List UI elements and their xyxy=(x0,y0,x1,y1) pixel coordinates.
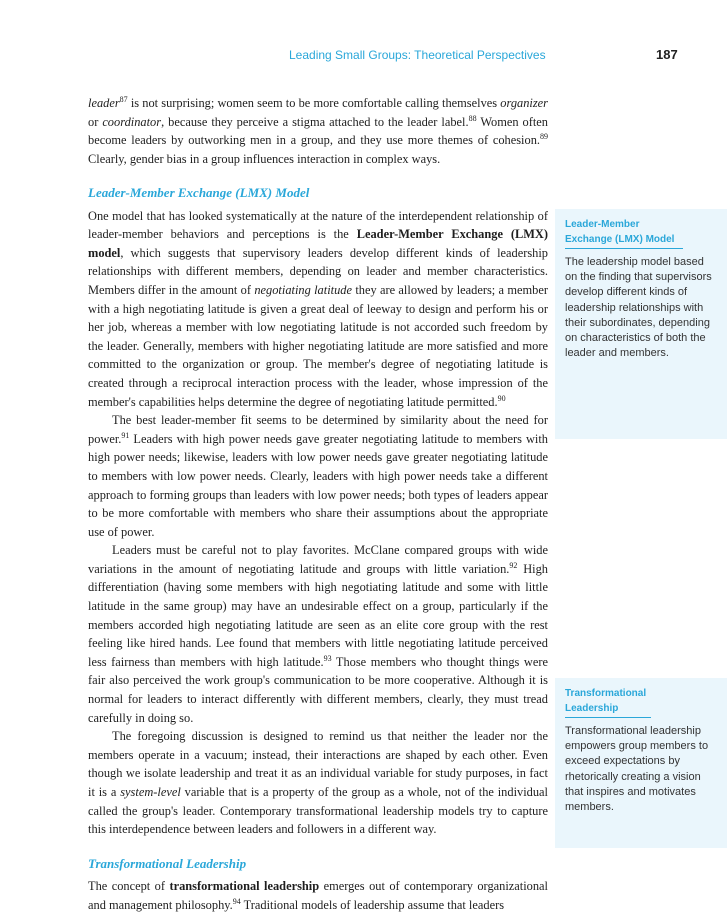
key-term: transformational leadership xyxy=(169,879,320,894)
footnote-ref: 92 xyxy=(509,560,518,570)
glossary-definition: Transformational leadership empowers group members to exceed expectations by rhetorically creating a vision that inspires and motivates members. xyxy=(565,725,709,814)
body-text: The foregoing discussion is designed to remind us that neither the leader nor the members operate in a vacuum; instead, their interactions are shaped by each other. Even though we isolate leadership and treat it as an individual variable for study purposes, in fact it is a xyxy=(88,729,548,799)
section-heading-lmx: Leader-Member Exchange (LMX) Model xyxy=(88,185,310,200)
intro-text: leader xyxy=(88,96,120,110)
body-text: High differentiation (having some members with high negotiating latitude and some with little latitude in the same group) may have an undesirable effect on a group, particularly if the members accorded high negotiating latitude are seen as an elite core group with the rest feeling like hired hands. Lee found that members with little negotiating latitude perceived less fairness than members with high latitude. xyxy=(88,561,548,669)
lmx-paragraph-1 xyxy=(88,207,548,412)
intro-text: Clearly, gender bias in a group influences interaction in complex ways. xyxy=(88,151,441,166)
glossary-term: Transformational Leadership xyxy=(565,686,651,718)
lmx-paragraph-2 xyxy=(88,411,548,541)
glossary-term: Leader-Member Exchange (LMX) Model xyxy=(565,217,683,249)
footnote-ref: 91 xyxy=(121,430,130,440)
body-text: Leaders with high power needs gave greater negotiating latitude to members with high power needs; likewise, leaders with low power needs gave greater negotiating latitude to members with low power needs. Clearly, leaders with high power needs take a different approach to forming groups than leaders with low power needs; both types of leaders appear to be more comfortable with members who share their assumptions about the appropriate use of power. xyxy=(88,431,548,539)
page-number: 187 xyxy=(656,47,678,62)
body-text: The concept of xyxy=(88,879,170,894)
body-text: The best leader-member fit seems to be determined by similarity about the need for power. xyxy=(88,413,548,446)
emphasis: negotiating latitude xyxy=(254,282,352,297)
footnote-ref: 90 xyxy=(497,393,506,403)
intro-text: Women often become leaders by outworking men in a group, and they use more themes of cohesion. xyxy=(88,114,548,148)
transformational-paragraph-1 xyxy=(88,877,548,914)
lmx-section xyxy=(88,184,548,915)
glossary-definition: The leadership model based on the finding that supervisors develop different kinds of leadership relationships with their subordinates, depending on characteristics of both the leader and members. xyxy=(565,256,712,360)
intro-text: is not surprising; women seem to be more comfortable calling themselves xyxy=(127,96,501,110)
intro-paragraph xyxy=(88,94,548,168)
body-text: emerges out of contemporary organizational and management philosophy. xyxy=(88,879,548,912)
footnote-ref: 94 xyxy=(232,896,241,906)
key-term: Leader-Member Exchange (LMX) model xyxy=(88,227,549,260)
margin-glossary-transformational xyxy=(555,678,727,848)
intro-text: , because they perceive a stigma attached to the leader label. xyxy=(161,114,469,129)
emphasis: system-level xyxy=(120,785,181,799)
running-head: Leading Small Groups: Theoretical Perspectives xyxy=(289,48,546,62)
lmx-paragraph-4 xyxy=(88,727,548,839)
section-heading-transformational: Transformational Leadership xyxy=(88,855,247,871)
body-text: , which suggests that supervisory leaders develop different kinds of leadership relationships with different members, depending on leader and member characteristics. Members differ in the amount of xyxy=(88,245,548,297)
body-text: Traditional models of leadership assume that leaders xyxy=(240,897,505,912)
intro-text: or xyxy=(88,114,103,129)
footnote-ref: 87 xyxy=(119,95,128,104)
body-text: Leaders must be careful not to play favorites. McClane compared groups with wide variations in the amount of negotiating latitude and groups with little variation. xyxy=(88,543,548,576)
body-text: they are allowed by leaders; a member with a high negotiating latitude is given a great deal of leeway to design and perform his or her job, whereas a member with low negotiating latitude is not accorded such freedom by the leader. Generally, members with higher negotiating latitude are more satisfied and more committed to the organization or group. The member's degree of negotiating latitude is created through a reciprocal interaction process with the leader, whose impression of the member's capabilities helps determine the degree of negotiating latitude permitted. xyxy=(88,282,548,409)
footnote-ref: 89 xyxy=(540,132,548,142)
body-text: Those members who thought things were fair also perceived the work group's communication to be more cooperative. Although it is normal for leaders to interact differently with different members, clearly, they must tread carefully in doing so. xyxy=(88,654,548,725)
body-text: One model that has looked systematically at the nature of the interdependent relationship of leader-member behaviors and perceptions is the xyxy=(88,208,548,242)
intro-text: organizer xyxy=(500,96,548,110)
margin-glossary-lmx xyxy=(555,209,727,439)
lmx-paragraph-3 xyxy=(88,541,548,727)
page-header xyxy=(0,48,727,68)
footnote-ref: 93 xyxy=(323,653,332,663)
body-text: variable that is a property of the group as a whole, not of the individual called the group's leader. Contemporary transformational leadership models try to capture this interdependence between leaders and followers in a different way. xyxy=(88,785,548,837)
intro-text: coordinator xyxy=(102,114,162,129)
footnote-ref: 88 xyxy=(468,113,477,123)
